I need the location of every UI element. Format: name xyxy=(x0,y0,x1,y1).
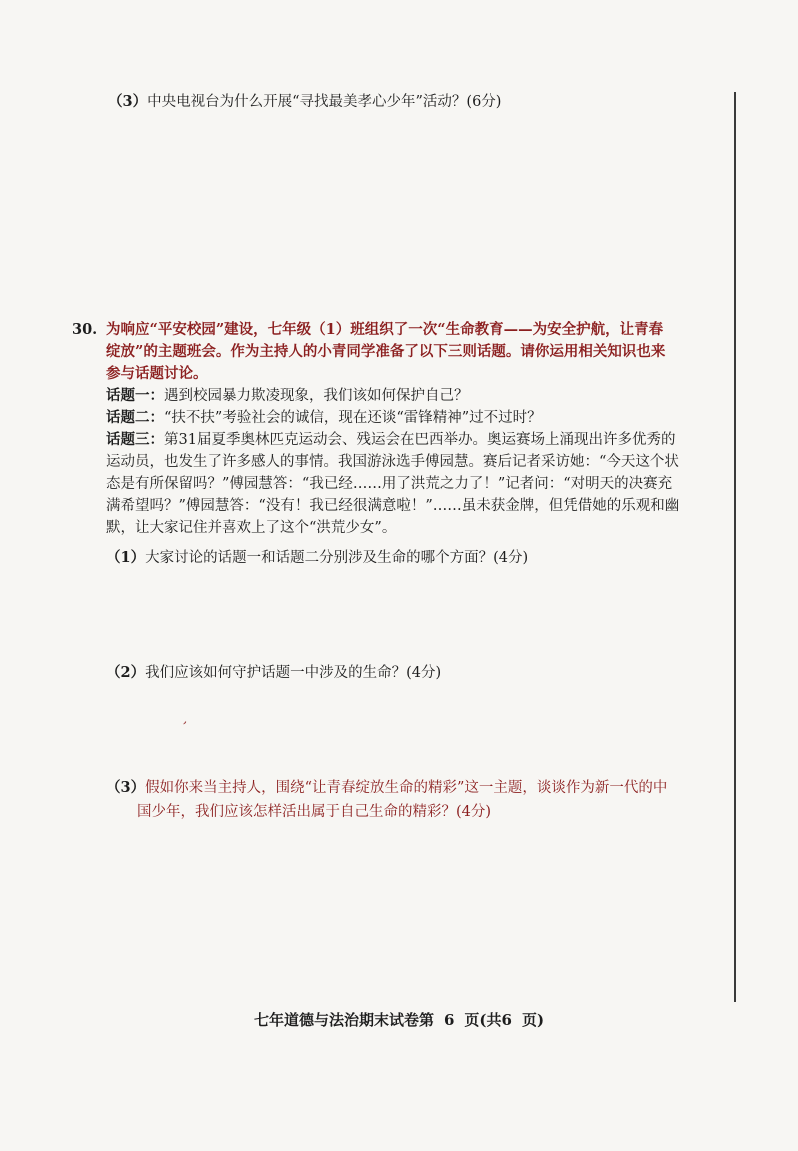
stray-pen-mark: , xyxy=(182,711,191,728)
sub-question-text: 假如你来当主持人，围绕“让青春绽放生命的精彩”这一主题，谈谈作为新一代的中 xyxy=(145,780,668,796)
topic-2 xyxy=(106,408,542,428)
footer-title: 七年道德与法治期末试卷第 xyxy=(253,1011,434,1029)
topic-3-line-4: 满希望吗？”傅园慧答：“没有！我已经很满意啦！”……虽未获金牌，但凭借她的乐观和幽 xyxy=(106,498,680,514)
topic-2-text: “扶不扶”考验社会的诚信，现在还谈“雷锋精神”过不过时？ xyxy=(164,410,542,426)
footer-page-number: 6 xyxy=(443,1011,455,1029)
footer-end: 页) xyxy=(521,1011,545,1029)
binding-margin-line xyxy=(734,92,736,1002)
question-30-2 xyxy=(106,663,441,683)
question-30-intro-line-3: 参与话题讨论。 xyxy=(106,365,208,382)
topic-3-line-2: 运动员，也发生了许多感人的事情。我国游泳选手傅园慧。赛后记者采访她：“今天这个状 xyxy=(106,454,679,470)
topic-2-label: 话题二： xyxy=(106,409,164,426)
footer-mid: 页( xyxy=(464,1011,487,1029)
question-30-number: 30. xyxy=(72,321,98,338)
question-30-intro-line-2: 绽放”的主题班会。作为主持人的小青同学准备了以下三则话题。请你运用相关知识也来 xyxy=(106,343,666,360)
topic-1-label: 话题一： xyxy=(106,387,164,404)
topic-1-text: 遇到校园暴力欺凌现象，我们该如何保护自己？ xyxy=(164,388,469,404)
sub-question-number: （2） xyxy=(106,664,146,681)
topic-1 xyxy=(106,386,469,406)
question-30-1 xyxy=(106,548,528,568)
question-30-3-line-2: 国少年，我们应该怎样活出属于自己生命的精彩？(4分) xyxy=(137,804,492,820)
topic-3-label: 话题三： xyxy=(106,431,164,448)
question-number: （3） xyxy=(108,93,148,110)
topic-3-text: 第31届夏季奥林匹克运动会、残运会在巴西举办。奥运赛场上涌现出许多优秀的 xyxy=(164,432,676,448)
question-29-3 xyxy=(108,92,501,112)
question-30-3-line-1 xyxy=(106,778,667,798)
question-30-intro-line-1: 为响应“平安校园”建设，七年级（1）班组织了一次“生命教育——为安全护航，让青春 xyxy=(106,321,664,338)
topic-3-line-3: 态是有所保留吗？”傅园慧答：“我已经……用了洪荒之力了！”记者问：“对明天的决赛充 xyxy=(106,476,673,492)
topic-3-line-1 xyxy=(106,430,675,450)
sub-question-number: （1） xyxy=(106,549,146,566)
sub-question-text: 大家讨论的话题一和话题二分别涉及生命的哪个方面？(4分) xyxy=(145,550,529,566)
topic-3-line-5: 默，让大家记住并喜欢上了这个“洪荒少女”。 xyxy=(106,520,397,536)
sub-question-text: 我们应该如何守护话题一中涉及的生命？(4分) xyxy=(145,665,442,681)
sub-question-number: （3） xyxy=(106,779,146,796)
question-text: 中央电视台为什么开展“寻找最美孝心少年”活动？(6分) xyxy=(147,94,502,110)
footer-total: 共6 xyxy=(486,1011,512,1029)
page-footer xyxy=(0,1010,798,1030)
